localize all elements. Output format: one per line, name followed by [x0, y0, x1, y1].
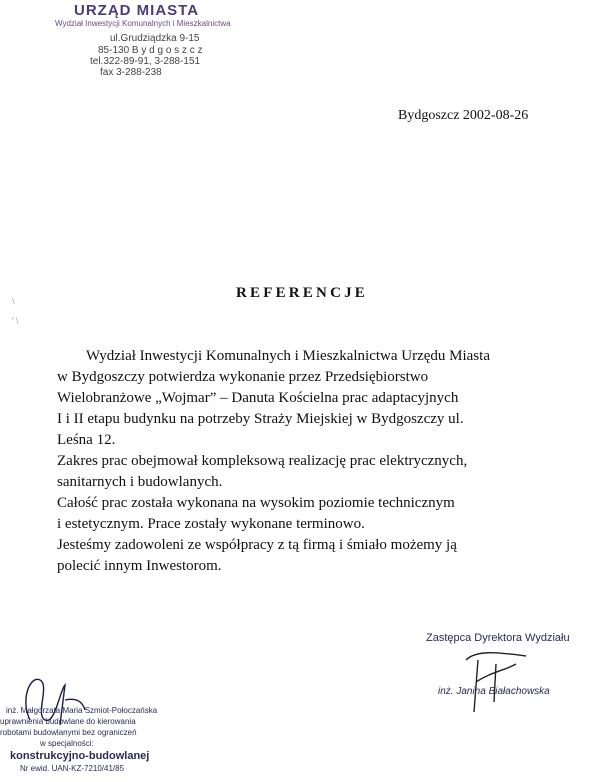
body-line: i estetycznym. Prace zostały wykonane terminowo.	[57, 516, 365, 532]
stamp-line: uprawnienia budowlane do kierowania	[0, 717, 136, 726]
body-line: polecić innym Inwestorom.	[57, 558, 222, 574]
document-date: Bydgoszcz 2002-08-26	[398, 108, 529, 123]
signatory-name: inż. Janina Białachowska	[438, 686, 550, 697]
body-line: I i II etapu budynku na potrzeby Straży Miejskiej w Bydgoszczy ul.	[57, 411, 464, 427]
stamp-line: inż. Małgorzata Maria Szmiot-Połoczańska	[6, 706, 158, 715]
stamp-line: konstrukcyjno-budowlanej	[10, 750, 150, 762]
stamp-title: URZĄD MIASTA	[74, 2, 200, 19]
stamp-line: Nr ewid. UAN-KZ-7210/41/85	[20, 764, 125, 773]
stamp-phone: tel.322-89-91, 3-288-151	[90, 56, 201, 67]
margin-marks: \ ' \	[12, 296, 19, 326]
body-line: sanitarnych i budowlanych.	[57, 474, 223, 490]
stamp-subtitle: Wydział Inwestycji Komunalnych i Mieszkalnictwa	[55, 19, 231, 28]
stamp-street: ul.Grudziądzka 9-15	[110, 33, 200, 44]
document-body	[57, 346, 592, 577]
body-line: w Bydgoszczy potwierdza wykonanie przez Przedsiębiorstwo	[57, 369, 429, 385]
stamp-line: robotami budowlanymi bez ograniczeń	[0, 728, 137, 737]
body-line: Jesteśmy zadowoleni ze współpracy z tą firmą i śmiało możemy ją	[57, 537, 457, 553]
body-line: Wydział Inwestycji Komunalnych i Mieszkalnictwa Urzędu Miasta	[86, 348, 490, 364]
body-line: Wielobranżowe „Wojmar” – Danuta Kościelna prac adaptacyjnych	[57, 390, 459, 406]
body-line: Zakres prac obejmował kompleksową realizację prac elektrycznych,	[57, 453, 468, 469]
body-line: Całość prac została wykonana na wysokim poziomie technicznym	[57, 495, 455, 511]
document-heading: REFERENCJE	[236, 285, 369, 301]
stamp-fax: fax 3-288-238	[100, 67, 162, 78]
handwritten-signature-right	[436, 642, 546, 722]
body-line: Leśna 12.	[57, 432, 116, 448]
signatory-title: Zastępca Dyrektora Wydziału	[426, 632, 570, 644]
stamp-line: w specjalności:	[40, 739, 94, 748]
stamp-postal: 85-130 B y d g o s z c z	[98, 45, 203, 56]
